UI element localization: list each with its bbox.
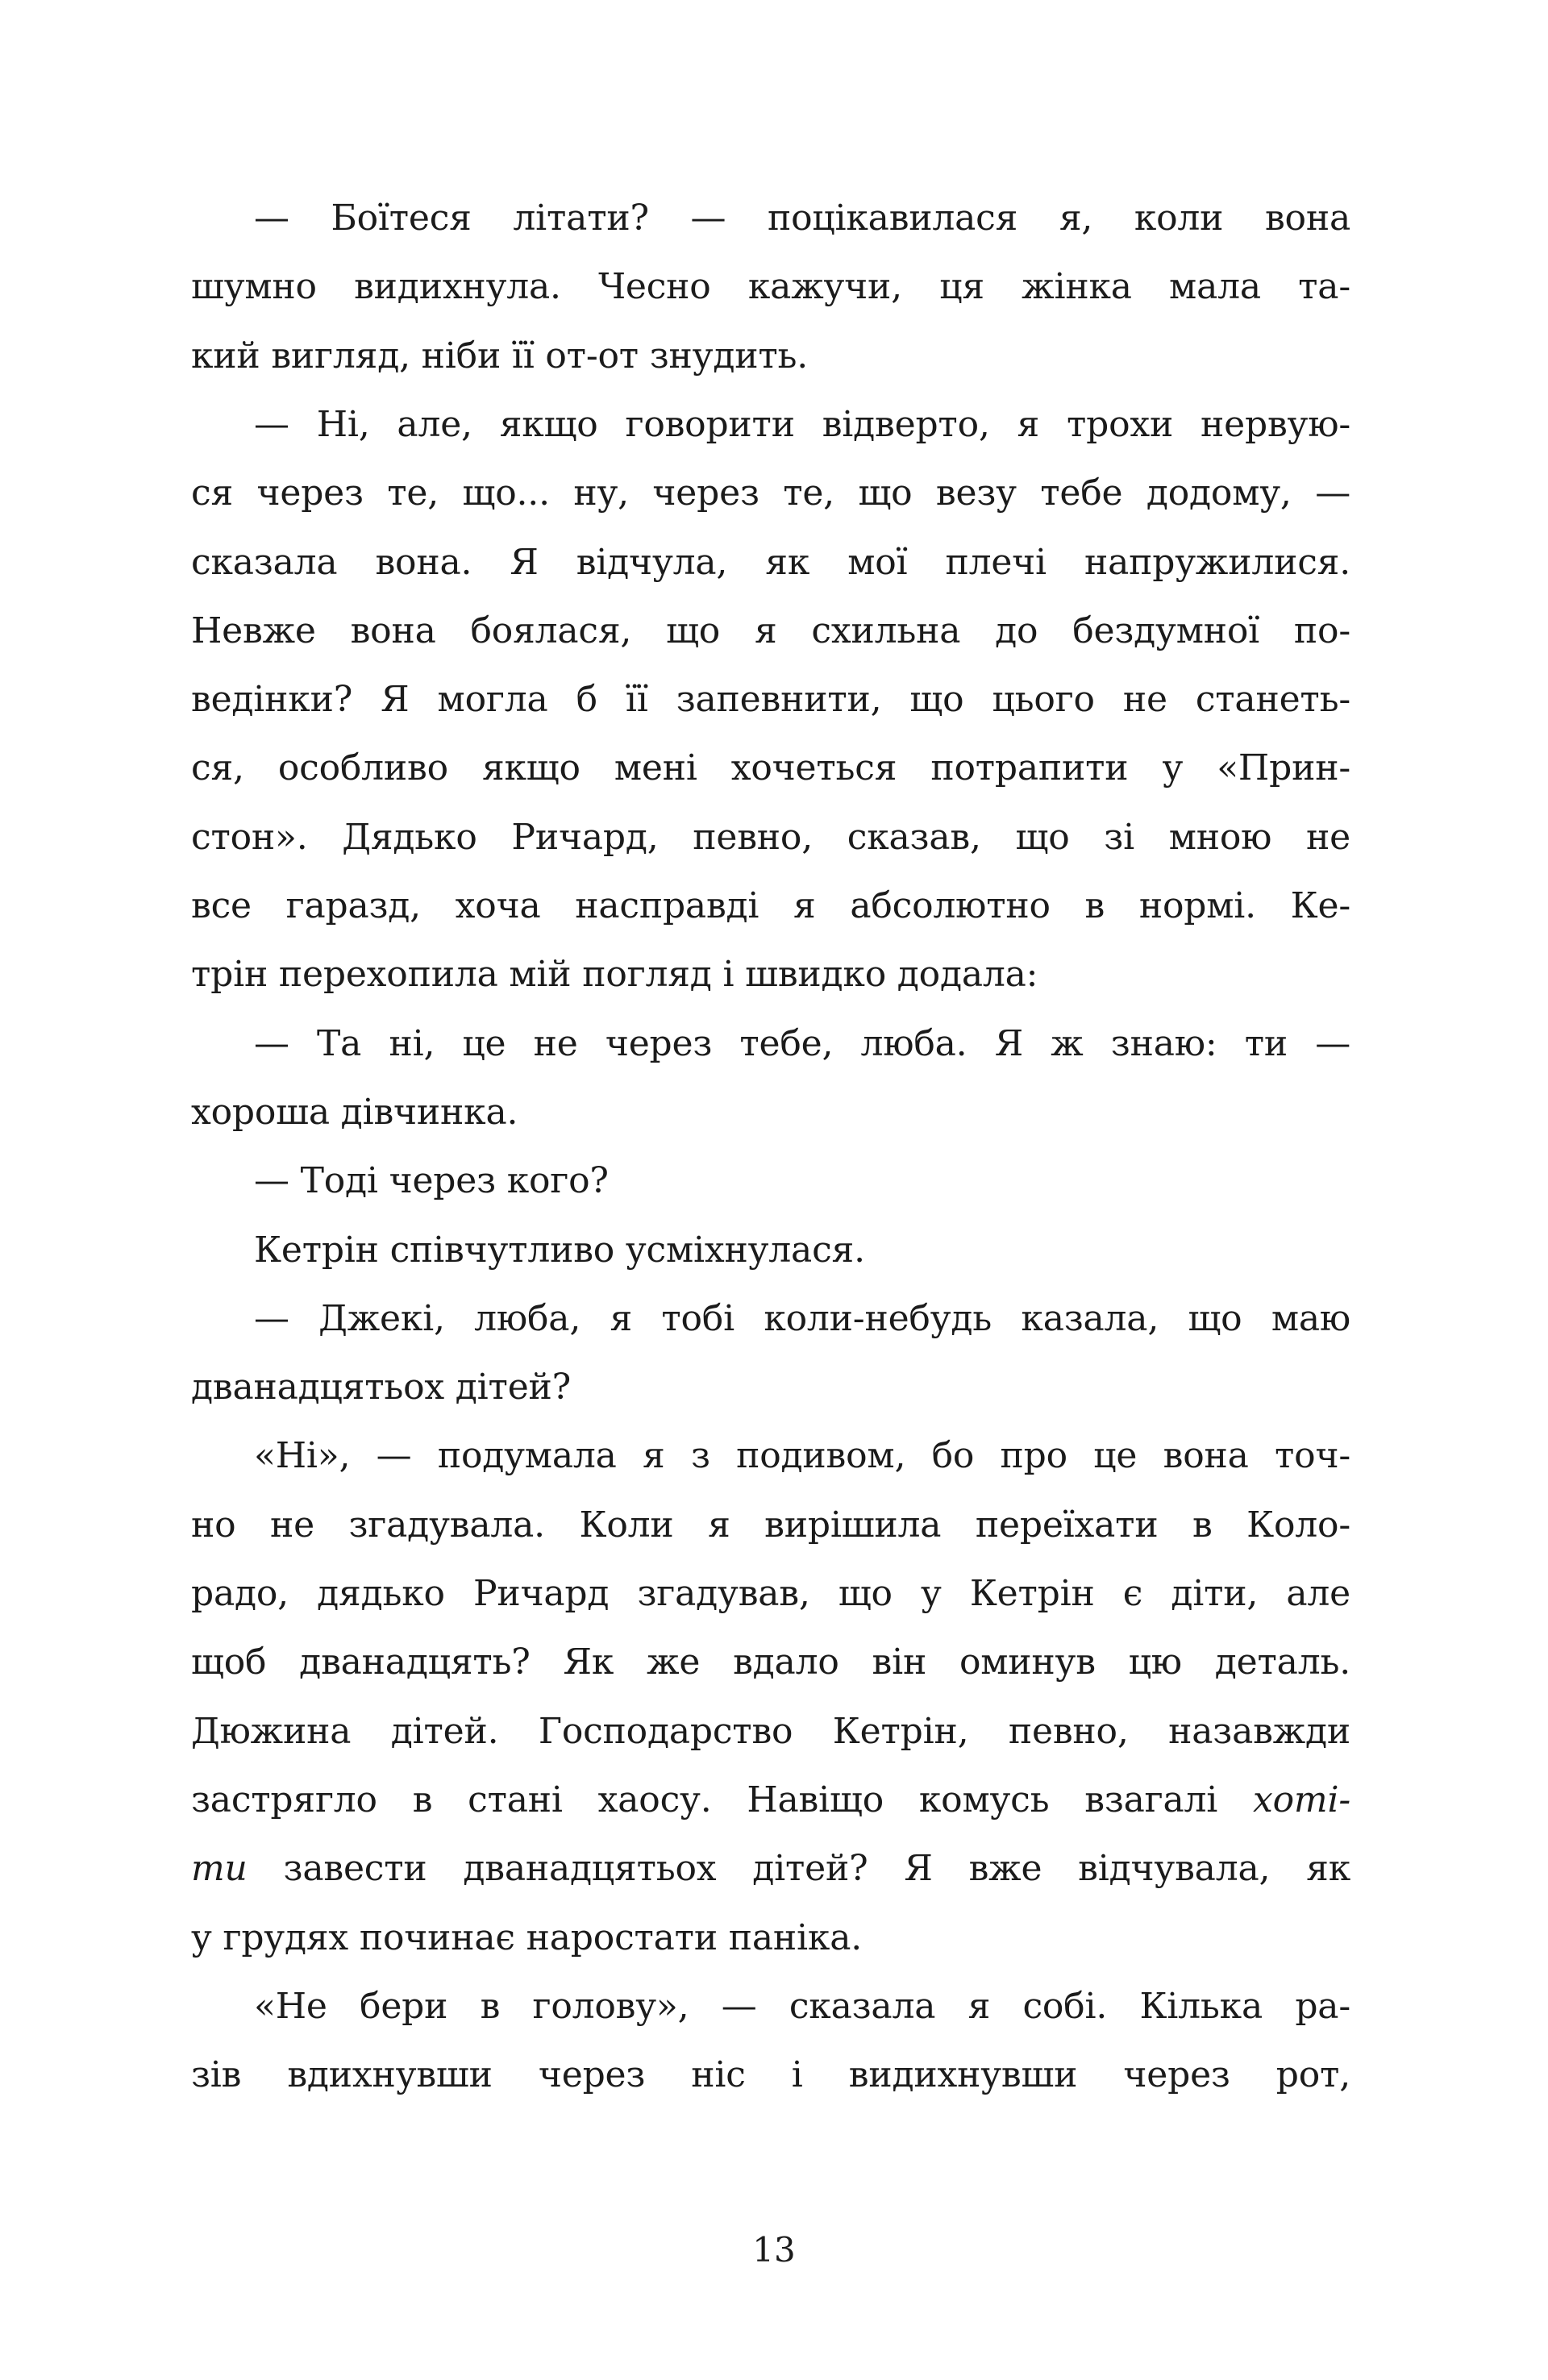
text-line <box>254 1428 1350 1496</box>
text-line <box>191 259 1350 327</box>
text-segment: ведінки? Я могла б її запевнити, що цього не станеть- <box>191 679 1350 720</box>
text-line <box>254 1222 1350 1291</box>
text-line <box>191 1497 1350 1566</box>
text-line <box>191 1910 1350 1978</box>
text-segment: — Джекі, люба, я тобі коли-небудь казала, що маю <box>254 1298 1350 1339</box>
text-line <box>191 1704 1350 1772</box>
text-segment: — Тоді через кого? <box>254 1160 609 1201</box>
text-segment: — Боїтеся літати? — поцікавилася я, коли вона <box>254 198 1350 239</box>
text-segment: радо, дядько Ричард згадував, що у Кетрін є діти, але <box>191 1573 1350 1614</box>
text-segment: дванадцятьох дітей? <box>191 1367 572 1408</box>
text-segment: хороша дівчинка. <box>191 1092 518 1133</box>
text-line <box>254 1291 1350 1359</box>
text-line <box>191 328 1350 397</box>
text-line <box>254 190 1350 259</box>
text-segment: Невже вона боялася, що я схильна до бездумної по- <box>191 610 1350 651</box>
text-line <box>191 1566 1350 1634</box>
text-line <box>191 1084 1350 1153</box>
text-line <box>191 672 1350 740</box>
text-segment: зів вдихнувши через ніс і видихнувши через рот, <box>191 2054 1350 2095</box>
text-line <box>191 1772 1350 1841</box>
text-line <box>254 1153 1350 1221</box>
text-line <box>191 1359 1350 1428</box>
text-line <box>191 603 1350 672</box>
text-segment: Кетрін співчутливо усміхнулася. <box>254 1230 865 1271</box>
text-line <box>191 1841 1350 1909</box>
text-line <box>191 809 1350 878</box>
text-line <box>254 397 1350 465</box>
text-segment: стон». Дядько Ричард, певно, сказав, що зі мною не <box>191 817 1350 858</box>
text-line <box>191 2047 1350 2116</box>
italic-text: ти <box>191 1848 248 1889</box>
text-line <box>191 878 1350 947</box>
text-segment: «Не бери в голову», — сказала я собі. Кілька ра- <box>254 1986 1350 2027</box>
text-line <box>254 1978 1350 2047</box>
text-line <box>191 535 1350 603</box>
text-segment: «Ні», — подумала я з подивом, бо про це вона точ- <box>254 1435 1350 1476</box>
page-number: 13 <box>752 2230 796 2270</box>
text-segment: у грудях починає наростати паніка. <box>191 1917 863 1958</box>
text-line <box>191 740 1350 809</box>
text-line <box>191 1634 1350 1703</box>
text-line <box>191 947 1350 1015</box>
text-segment: но не згадувала. Коли я вирішила переїхати в Коло- <box>191 1504 1350 1546</box>
text-segment: трін перехопила мій погляд і швидко додала: <box>191 954 1038 995</box>
text-segment: ся через те, що... ну, через те, що везу тебе додому, — <box>191 472 1350 514</box>
text-segment: сказала вона. Я відчула, як мої плечі напружилися. <box>191 542 1350 583</box>
text-segment: застрягло в стані хаосу. Навіщо комусь взагалі <box>191 1779 1254 1820</box>
text-line <box>254 1016 1350 1084</box>
text-segment: ся, особливо якщо мені хочеться потрапити у «Прин- <box>191 747 1350 788</box>
text-segment: завести дванадцятьох дітей? Я вже відчувала, як <box>247 1848 1350 1889</box>
text-segment: Дюжина дітей. Господарство Кетрін, певно, назавжди <box>191 1711 1350 1752</box>
text-segment: кий вигляд, ніби її от-от знудить. <box>191 335 809 377</box>
text-segment: — Та ні, це не через тебе, люба. Я ж знаю: ти — <box>254 1023 1350 1064</box>
text-line <box>191 465 1350 534</box>
text-segment: все гаразд, хоча насправді я абсолютно в нормі. Ке- <box>191 885 1350 926</box>
text-segment: — Ні, але, якщо говорити відверто, я трохи нервую- <box>254 404 1350 445</box>
italic-text: хоті- <box>1253 1779 1350 1820</box>
text-segment: щоб дванадцять? Як же вдало він оминув цю деталь. <box>191 1641 1350 1683</box>
text-segment: шумно видихнула. Чесно кажучи, ця жінка мала та- <box>191 266 1350 307</box>
